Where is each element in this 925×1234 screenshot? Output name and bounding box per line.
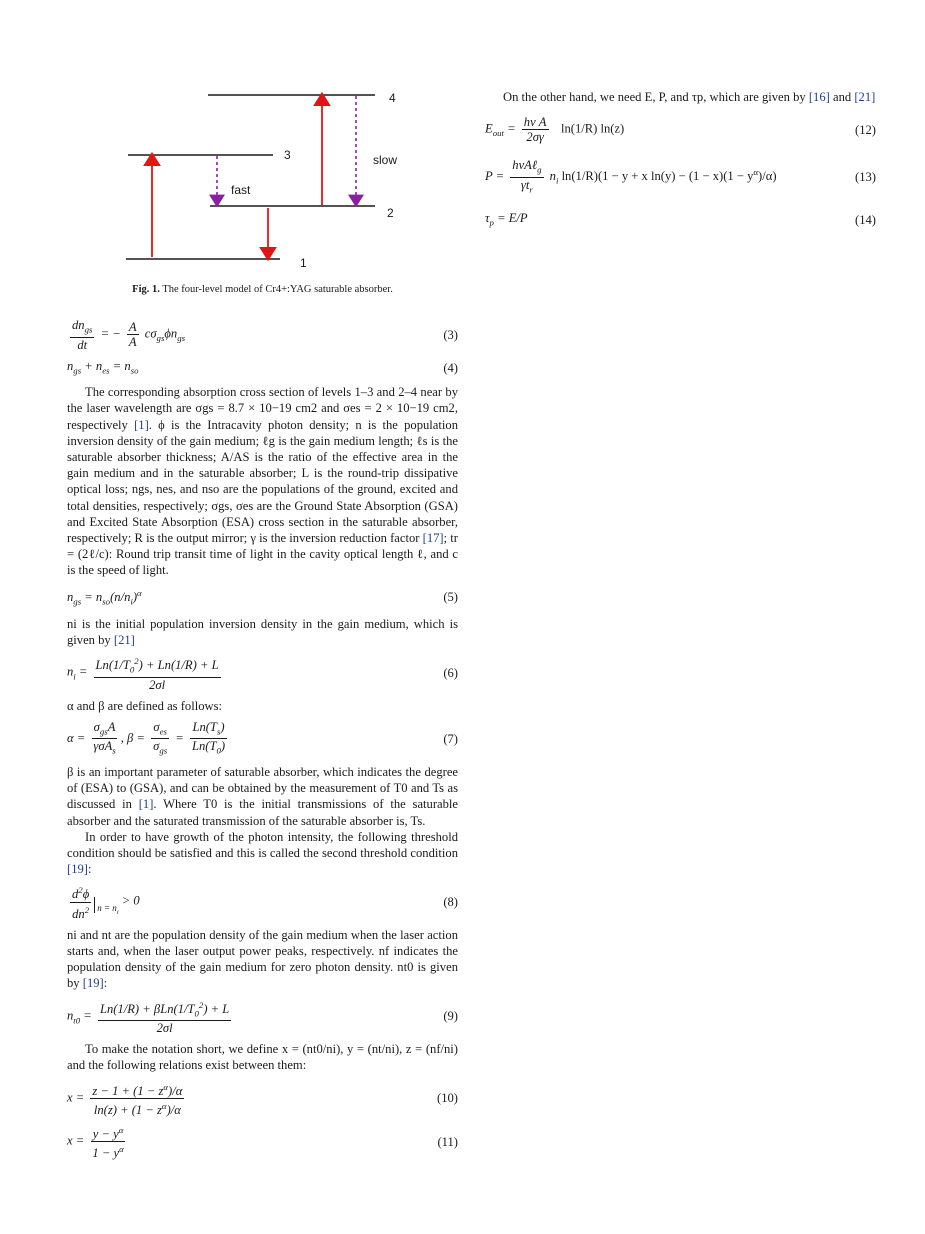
energy-level-diagram (110, 84, 420, 274)
citation-19[interactable]: [19] (67, 862, 88, 877)
equation-5: $n_{gs} = n_{so}(n/n_i)^\alpha$ (5) (67, 587, 458, 607)
figure-caption-text: The four-level model of Cr4+:YAG saturable absorber. (162, 284, 393, 295)
citation-21[interactable]: [21] (113, 632, 135, 647)
paragraph-energy-power: On the other hand, we need E, P, and τp, which are given by [16] and [21] (503, 90, 876, 104)
equation-6: $n_i$ = $\frac{Ln(1/T_0^2) + Ln(1/R) + L}{2\sigma l}$ (6) (67, 655, 458, 692)
equation-8-number: (8) (443, 894, 458, 909)
equation-14-number: (14) (855, 213, 876, 228)
citation-21-b[interactable]: [21] (854, 90, 876, 104)
citation-16[interactable]: [16] (808, 90, 830, 104)
citation-19-b[interactable]: [19] (82, 976, 104, 991)
left-column (67, 312, 458, 1166)
equation-3-number: (3) (443, 327, 458, 342)
paragraph-threshold: In order to have growth of the photon intensity, the following threshold condition should be satisfied and this is called the second threshold condition [19]: (67, 829, 458, 877)
equation-14: $\tau_p = E/P$ (14) (485, 211, 876, 228)
equation-5-number: (5) (443, 590, 458, 605)
level-4-label: 4 (389, 91, 396, 105)
equation-9-number: (9) (443, 1009, 458, 1024)
citation-1-b[interactable]: [1] (138, 797, 154, 812)
energy-level-svg (110, 84, 420, 274)
level-2-label: 2 (387, 206, 394, 220)
paragraph-alpha-beta: α and β are defined as follows: (67, 698, 222, 713)
paragraph-population: ni and nt are the population density of the gain medium when the laser action starts and, when the laser output power peaks, respectively. nf indicates the population density of the gain medium for zero photon density. nt0 is given by [19]: (67, 927, 458, 991)
citation-17[interactable]: [17] (422, 531, 444, 546)
equation-3: $\frac{dn_{gs}}{dt}$ = − $\frac{A}{A}$ $c\sigma_{gs}\phi n_{gs}$ (3) (72, 318, 458, 352)
paragraph-beta: β is an important parameter of saturable absorber, which indicates the degree of (ESA) to (GSA), and can be obtained by the measurement of T0 and Ts as discussed in [1]. Where T0 is the initial transmissions of the saturable absorber and the saturated transmission of the saturable absorber is, Ts. (67, 764, 458, 828)
equation-4: $n_{gs} + n_{es} = n_{so}$ (4) (67, 358, 458, 376)
level-1-label: 1 (300, 256, 307, 270)
equation-13-number: (13) (855, 170, 876, 185)
equation-8: $\frac{d^2\phi}{dn^2}$ $n = n_i > 0$ (8) (72, 885, 458, 921)
fast-label: fast (231, 183, 251, 197)
equation-12-number: (12) (855, 122, 876, 137)
equation-11: x = $\frac{y - y^\alpha}{1 - y^\alpha}$ (11) (67, 1125, 458, 1161)
equation-7-number: (7) (443, 731, 458, 746)
level-3-label: 3 (284, 148, 291, 162)
equation-10-number: (10) (437, 1091, 458, 1106)
paragraph-initial-inversion: ni is the initial population inversion density in the gain medium, which is given by [21] (67, 616, 458, 647)
equation-13: P = $\frac{h\nu A\ell_g}{\gamma t_r}$ $n_i$ ln(1/R)(1 − y + x $\ln(y) - (1 - x)(1 - y^\alpha)/\alpha$) (13) (485, 158, 876, 195)
slow-label: slow (373, 153, 398, 167)
paragraph-cross-section: The corresponding absorption cross section of levels 1–3 and 2–4 near by the laser wavelength are σgs = 8.7 × 10−19 cm2 and σes = 2 × 10−19 cm2, respectively [1]. ϕ is the Intracavity photon density; n is the population inversion density of the gain medium; ℓg is the gain medium length; ℓs is the saturable absorber thickness; A/AS is the ratio of the effective area in the gain medium and in the saturable absorber; L is the round-trip dissipative optical loss; ngs, nes, and nso are the populations of the ground, excited and total densities, respectively; σgs, σes are the Ground State Absorption (GSA) and Excited State Absorption (ESA) cross section in the saturable absorber, respectively; R is the output mirror; γ is the inversion reduction factor [17]; tr = (2ℓ/c): Round trip transit time of light in the cavity optical length ℓ, and c is the speed of light. (67, 385, 458, 578)
paragraph-notation: To make the notation short, we define x = (nt0/ni), y = (nt/ni), z = (nf/ni) and the following relations exist between them: (67, 1042, 458, 1073)
right-column (485, 89, 876, 237)
figure-caption (67, 284, 458, 295)
equation-7: α = $\frac{\sigma_{gs}A}{\gamma\sigma A_s}$ , β = $\frac{\sigma_{es}}{\sigma_{gs}}$ = $\frac{Ln(T_s)}{Ln(T_0)}$ (7) (67, 719, 458, 756)
equation-12: $E_{out}$ = $\frac{\text{hν A}}{2\sigma\gamma}$ ln(1/R) ln(z) (12) (485, 115, 876, 145)
citation-1[interactable]: [1] (134, 417, 149, 432)
equation-9: $n_{t0}$ = $\frac{Ln(1/R) + \beta Ln(1/T_0^2) + L}{2\sigma l}$ (9) (67, 999, 458, 1036)
equation-11-number: (11) (437, 1134, 458, 1149)
equation-10: x = $\frac{z - 1 + (1 - z^\alpha)/\alpha}{\ln(z) + (1 - z^\alpha)/\alpha}$ (10) (67, 1081, 458, 1118)
equation-6-number: (6) (443, 665, 458, 680)
equation-4-number: (4) (443, 360, 458, 375)
figure-caption-label: Fig. 1. (132, 284, 160, 295)
